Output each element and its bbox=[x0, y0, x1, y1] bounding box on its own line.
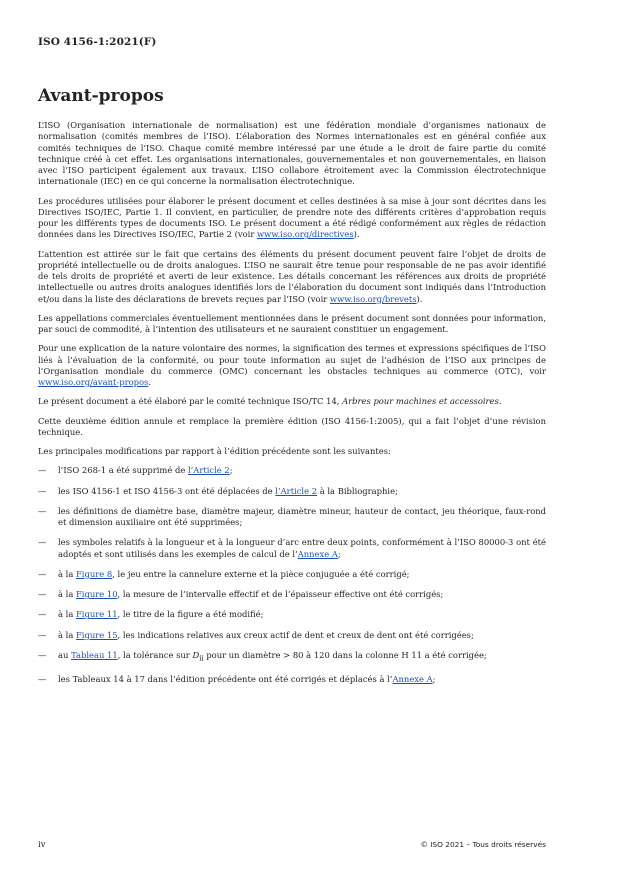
list-item bbox=[38, 537, 546, 560]
item-text: pour un diamètre > 80 à 120 dans la colonne H 11 a été corrigée; bbox=[203, 649, 487, 660]
changes-list bbox=[38, 465, 546, 685]
paragraph-text: Les procédures utilisées pour élaborer le présent document et celles destinées à sa mise à jour sont décrites dans les Directives ISO/IEC, Partie 1. Il convient, en particulier, de prendre note des différents critères d’approbation requis pour les différents types de documents ISO. Le présent document a été rédigé conformément aux règles de rédaction données dans les Directives ISO/IEC, Partie 2 (voir bbox=[38, 195, 546, 240]
annex-a-link[interactable]: Annexe A bbox=[297, 548, 338, 559]
dash-bullet: — bbox=[38, 629, 47, 640]
diameter-symbol: D bbox=[192, 649, 200, 660]
article-2-link[interactable]: l’Article 2 bbox=[275, 485, 318, 496]
paragraph-patents bbox=[38, 249, 546, 305]
item-text: à la bbox=[58, 568, 76, 579]
annex-a-link[interactable]: Annexe A bbox=[392, 673, 433, 684]
paragraph-text: Le présent document a été élaboré par le comité technique ISO/TC 14, bbox=[38, 396, 343, 407]
diameter-subscript: ii bbox=[199, 654, 204, 663]
item-text: les définitions de diamètre base, diamètre majeur, diamètre mineur, hauteur de contact, jeu théorique, faux-rond et dimension auxiliaire ont été supprimées; bbox=[58, 505, 546, 527]
paragraph-committee bbox=[38, 396, 546, 407]
paragraph-text: . bbox=[148, 377, 152, 387]
item-text: , la tolérance sur bbox=[117, 649, 193, 660]
foreword-link[interactable]: www.iso.org/avant-propos bbox=[38, 377, 149, 387]
list-item bbox=[38, 465, 546, 476]
dash-bullet: — bbox=[38, 485, 47, 496]
article-2-link[interactable]: l’Article 2 bbox=[187, 465, 230, 476]
list-item bbox=[38, 486, 546, 497]
foreword-body bbox=[38, 120, 546, 694]
item-text: les ISO 4156-1 et ISO 4156-3 ont été déplacées de bbox=[58, 485, 276, 496]
item-text: ; bbox=[229, 465, 233, 476]
document-id: ISO 4156-1:2021(F) bbox=[38, 36, 157, 48]
item-text: à la bbox=[58, 609, 76, 620]
list-item bbox=[38, 589, 546, 600]
list-item bbox=[38, 650, 546, 665]
dash-bullet: — bbox=[38, 673, 47, 684]
figure-15-link[interactable]: Figure 15 bbox=[76, 629, 118, 640]
page-number: iv bbox=[38, 840, 46, 850]
copyright-notice: © ISO 2021 – Tous droits réservés bbox=[420, 840, 546, 849]
dash-bullet: — bbox=[38, 537, 47, 548]
dash-bullet: — bbox=[38, 649, 47, 660]
paragraph-text: ). bbox=[416, 293, 423, 304]
figure-8-link[interactable]: Figure 8 bbox=[76, 568, 113, 579]
paragraph-voluntary-nature bbox=[38, 343, 546, 388]
paragraph-edition: Cette deuxième édition annule et remplace la première édition (ISO 4156-1:2005), qui a fait l’objet d’une révision technique. bbox=[38, 415, 546, 437]
item-text: , la mesure de l’intervalle effectif et de l’épaisseur effective ont été corrigés; bbox=[117, 589, 444, 599]
list-item bbox=[38, 630, 546, 641]
table-11-link[interactable]: Tableau 11 bbox=[71, 649, 118, 660]
dash-bullet: — bbox=[38, 465, 47, 476]
item-text: l’ISO 268-1 a été supprimé de bbox=[58, 465, 188, 476]
committee-title: Arbres pour machines et accessoires bbox=[342, 396, 499, 407]
item-text: ; bbox=[432, 673, 436, 684]
dash-bullet: — bbox=[38, 505, 47, 516]
figure-11-link[interactable]: Figure 11 bbox=[76, 609, 118, 620]
paragraph-text: Pour une explication de la nature volontaire des normes, la signification des termes et expressions spécifiques de l’ISO liés à l’évaluation de la conformité, ou pour toute information au sujet de l’adhésion de l’ISO aux principes de l’Organisation mondiale du commerce (OMC) concernant les obstacles techniques au commerce (OTC), voir bbox=[38, 343, 546, 376]
list-item bbox=[38, 609, 546, 620]
item-text: au bbox=[58, 649, 72, 660]
directives-link[interactable]: www.iso.org/directives bbox=[256, 229, 354, 240]
paragraph-iso-intro: L’ISO (Organisation internationale de normalisation) est une fédération mondiale d’organismes nationaux de normalisation (comités membres de l’ISO). L’élaboration des Normes internationales est en général confiée aux comités techniques de l’ISO. Chaque comité membre intéressé par une étude a le droit de faire partie du comité technique créé à cet effet. Les organisations internationales, gouvernementales et non gouvernementales, en liaison avec l’ISO participent également aux travaux. L’ISO collabore étroitement avec la Commission électrotechnique internationale (IEC) en ce qui concerne la normalisation électrotechnique. bbox=[38, 120, 546, 187]
item-text: , les indications relatives aux creux actif de dent et creux de dent ont été corrigées; bbox=[117, 629, 474, 640]
paragraph-text: L’attention est attirée sur le fait que certains des éléments du présent document peuvent faire l’objet de droits de propriété intellectuelle ou de droits analogues. L’ISO ne saurait être tenue pour responsable de ne pas avoir identifié de tels droits de propriété et averti de leur existence. Les détails concernant les références aux droits de propriété intellectuelle ou autres droits analogues identifiés lors de l’élaboration du document sont indiqués dans l’Introduction et/ou dans la liste des déclarations de brevets reçues par l’ISO (voir bbox=[38, 248, 546, 304]
item-text: , le titre de la figure a été modifié; bbox=[117, 609, 264, 620]
dash-bullet: — bbox=[38, 609, 47, 620]
item-text: ; bbox=[337, 548, 341, 559]
paragraph-text: ). bbox=[353, 229, 360, 240]
dash-bullet: — bbox=[38, 568, 47, 579]
paragraph-trade-names: Les appellations commerciales éventuellement mentionnées dans le présent document sont données pour information, par souci de commodité, à l’intention des utilisateurs et ne sauraient constituer un engagement. bbox=[38, 312, 546, 334]
page-title: Avant-propos bbox=[38, 86, 164, 106]
paragraph-changes-intro: Les principales modifications par rapport à l’édition précédente sont les suivantes: bbox=[38, 446, 391, 456]
list-item bbox=[38, 569, 546, 580]
item-text: les symboles relatifs à la longueur et à la longueur d’arc entre deux points, conformément à l’ISO 80000-3 ont été adoptés et sont utilisés dans les exemples de calcul de l’ bbox=[58, 537, 546, 559]
paragraph-procedures bbox=[38, 196, 546, 241]
item-text: , le jeu entre la cannelure externe et la pièce conjuguée a été corrigé; bbox=[112, 568, 410, 579]
dash-bullet: — bbox=[38, 589, 47, 599]
item-text: les Tableaux 14 à 17 dans l’édition précédente ont été corrigés et déplacés à l’ bbox=[58, 673, 393, 684]
item-text: à la Bibliographie; bbox=[317, 485, 398, 496]
figure-10-link[interactable]: Figure 10 bbox=[76, 589, 118, 599]
patents-link[interactable]: www.iso.org/brevets bbox=[329, 293, 417, 304]
list-item bbox=[38, 674, 546, 685]
item-text: à la bbox=[58, 629, 76, 640]
list-item bbox=[38, 506, 546, 529]
paragraph-text: . bbox=[498, 396, 502, 407]
item-text: à la bbox=[58, 589, 76, 599]
